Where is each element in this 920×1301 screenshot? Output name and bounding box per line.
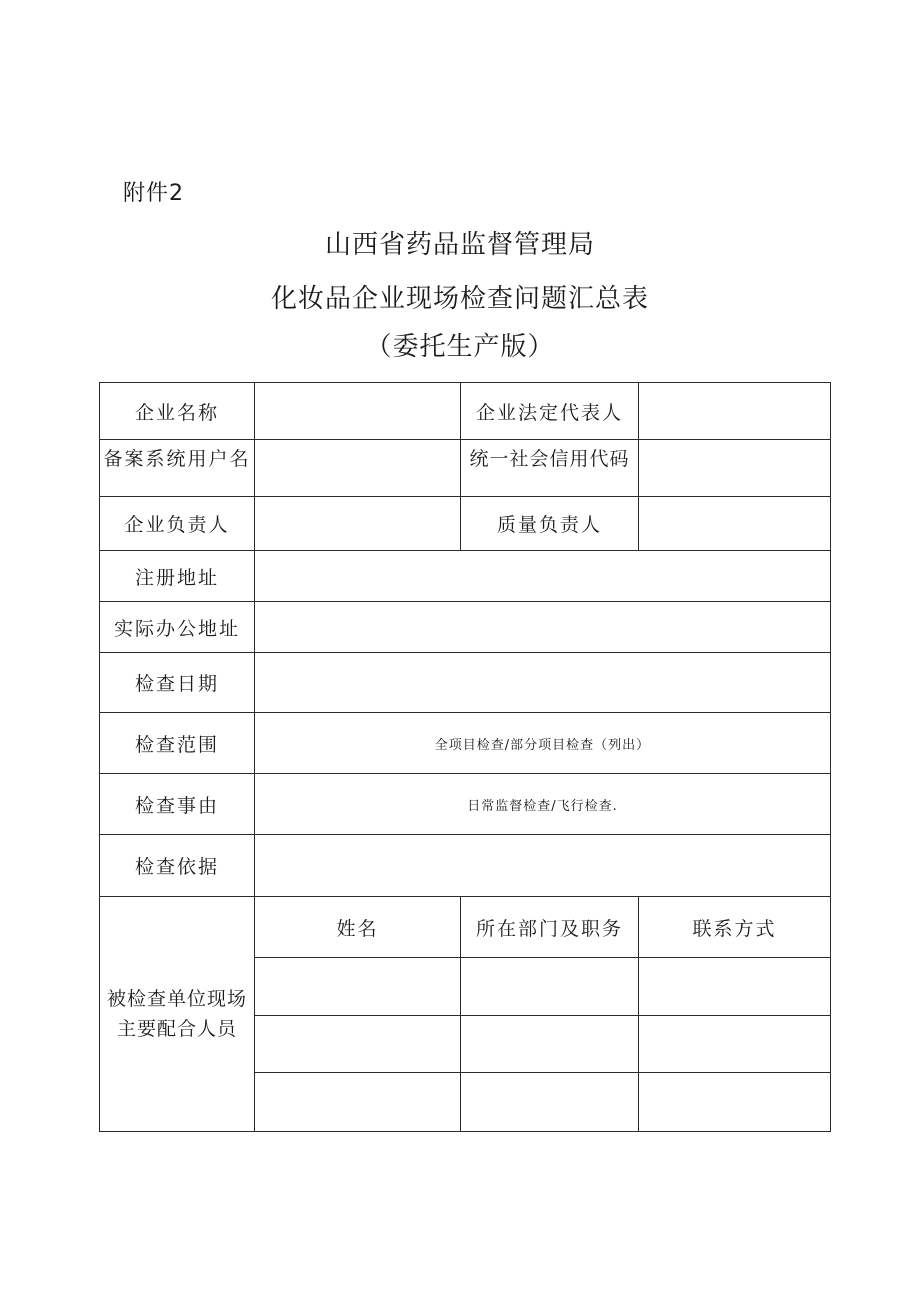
row-company-head — [100, 497, 831, 551]
inspection-date-field[interactable] — [255, 653, 831, 713]
inspection-basis-field[interactable] — [255, 835, 831, 897]
title-line-1: 山西省药品监督管理局 — [324, 230, 595, 260]
reg-address-field[interactable] — [255, 551, 831, 602]
personnel-contact-field[interactable] — [639, 1016, 831, 1073]
row-inspection-scope — [100, 713, 831, 774]
inspection-reason-field[interactable]: 日常监督检查/飞行检查. — [255, 774, 831, 835]
personnel-contact-field[interactable] — [639, 1073, 831, 1132]
quality-head-label: 质量负责人 — [461, 497, 639, 551]
company-name-label: 企业名称 — [100, 383, 255, 440]
personnel-header-name: 姓名 — [255, 897, 461, 958]
row-filing-user — [100, 440, 831, 497]
personnel-label: 被检查单位现场主要配合人员 — [100, 897, 255, 1132]
title-line-3: （委托生产版） — [365, 332, 555, 362]
personnel-dept-field[interactable] — [461, 958, 639, 1016]
credit-code-label: 统一社会信用代码 — [461, 440, 639, 497]
reg-address-label: 注册地址 — [100, 551, 255, 602]
office-address-field[interactable] — [255, 602, 831, 653]
personnel-header-dept: 所在部门及职务 — [461, 897, 639, 958]
inspection-basis-label: 检查依据 — [100, 835, 255, 897]
company-name-field[interactable] — [255, 383, 461, 440]
row-office-address — [100, 602, 831, 653]
inspection-date-label: 检查日期 — [100, 653, 255, 713]
title-line-2: 化妆品企业现场检查问题汇总表 — [270, 284, 649, 314]
company-head-field[interactable] — [255, 497, 461, 551]
inspection-reason-label: 检查事由 — [100, 774, 255, 835]
row-inspection-date — [100, 653, 831, 713]
row-company-name — [100, 383, 831, 440]
row-inspection-basis — [100, 835, 831, 897]
row-personnel-header — [100, 897, 831, 958]
filing-user-label: 备案系统用户名 — [100, 440, 255, 497]
inspection-scope-label: 检查范围 — [100, 713, 255, 774]
quality-head-field[interactable] — [639, 497, 831, 551]
inspection-scope-field[interactable]: 全项目检查/部分项目检查（列出） — [255, 713, 831, 774]
personnel-name-field[interactable] — [255, 958, 461, 1016]
company-head-label: 企业负责人 — [100, 497, 255, 551]
personnel-header-contact: 联系方式 — [639, 897, 831, 958]
filing-user-field[interactable] — [255, 440, 461, 497]
office-address-label: 实际办公地址 — [100, 602, 255, 653]
inspection-form-table — [99, 382, 831, 1132]
personnel-dept-field[interactable] — [461, 1016, 639, 1073]
attachment-label: 附件2 — [123, 181, 184, 206]
row-reg-address — [100, 551, 831, 602]
personnel-name-field[interactable] — [255, 1016, 461, 1073]
personnel-name-field[interactable] — [255, 1073, 461, 1132]
legal-rep-label: 企业法定代表人 — [461, 383, 639, 440]
row-inspection-reason — [100, 774, 831, 835]
credit-code-field[interactable] — [639, 440, 831, 497]
legal-rep-field[interactable] — [639, 383, 831, 440]
personnel-dept-field[interactable] — [461, 1073, 639, 1132]
personnel-contact-field[interactable] — [639, 958, 831, 1016]
